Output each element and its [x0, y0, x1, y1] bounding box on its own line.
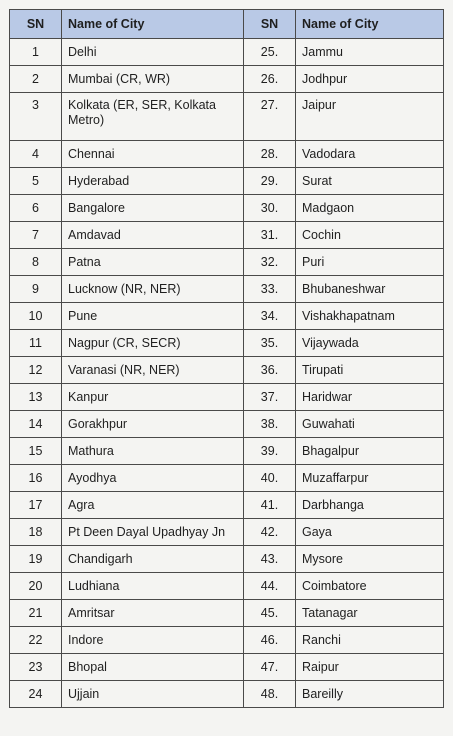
row-sn-left: 13: [10, 384, 62, 411]
row-sn-right: 28.: [244, 141, 296, 168]
row-sn-left: 24: [10, 681, 62, 708]
row-sn-left: 8: [10, 249, 62, 276]
row-city-right: Gaya: [296, 519, 444, 546]
table-row: [10, 93, 444, 141]
row-sn-right: 33.: [244, 276, 296, 303]
row-city-right: Raipur: [296, 654, 444, 681]
header-sn-right: SN: [244, 10, 296, 39]
row-city-left: Mathura: [62, 438, 244, 465]
row-city-left: Pt Deen Dayal Upadhyay Jn: [62, 519, 244, 546]
table-row: [10, 39, 444, 66]
table-row: [10, 438, 444, 465]
row-sn-left: 3: [10, 93, 62, 141]
table-row: [10, 654, 444, 681]
row-sn-left: 7: [10, 222, 62, 249]
row-city-right: Vishakhapatnam: [296, 303, 444, 330]
table-row: [10, 411, 444, 438]
row-sn-left: 17: [10, 492, 62, 519]
row-city-right: Bhubaneshwar: [296, 276, 444, 303]
table-row: [10, 276, 444, 303]
row-city-left: Chandigarh: [62, 546, 244, 573]
row-sn-left: 19: [10, 546, 62, 573]
table-row: [10, 384, 444, 411]
table-row: [10, 357, 444, 384]
row-sn-left: 22: [10, 627, 62, 654]
table-row: [10, 222, 444, 249]
row-city-left: Amritsar: [62, 600, 244, 627]
row-sn-left: 5: [10, 168, 62, 195]
row-sn-right: 34.: [244, 303, 296, 330]
row-sn-right: 35.: [244, 330, 296, 357]
row-city-left: Bhopal: [62, 654, 244, 681]
row-city-right: Jammu: [296, 39, 444, 66]
row-city-left: Gorakhpur: [62, 411, 244, 438]
row-sn-right: 47.: [244, 654, 296, 681]
row-city-left: Kanpur: [62, 384, 244, 411]
row-sn-right: 43.: [244, 546, 296, 573]
row-sn-right: 26.: [244, 66, 296, 93]
row-sn-left: 15: [10, 438, 62, 465]
table-row: [10, 249, 444, 276]
header-city-left: Name of City: [62, 10, 244, 39]
table-row: [10, 492, 444, 519]
table-row: [10, 330, 444, 357]
row-city-right: Darbhanga: [296, 492, 444, 519]
row-city-left: Nagpur (CR, SECR): [62, 330, 244, 357]
row-sn-right: 42.: [244, 519, 296, 546]
row-sn-left: 12: [10, 357, 62, 384]
row-sn-left: 23: [10, 654, 62, 681]
row-city-right: Guwahati: [296, 411, 444, 438]
row-city-left: Kolkata (ER, SER, Kolkata Metro): [62, 93, 244, 141]
row-city-left: Pune: [62, 303, 244, 330]
row-sn-right: 32.: [244, 249, 296, 276]
table-body: [10, 39, 444, 708]
city-table: [9, 9, 444, 708]
row-city-left: Bangalore: [62, 195, 244, 222]
row-sn-left: 20: [10, 573, 62, 600]
row-sn-right: 27.: [244, 93, 296, 141]
row-sn-right: 45.: [244, 600, 296, 627]
row-city-left: Ludhiana: [62, 573, 244, 600]
row-city-right: Mysore: [296, 546, 444, 573]
row-city-right: Bhagalpur: [296, 438, 444, 465]
table-row: [10, 546, 444, 573]
row-city-right: Vadodara: [296, 141, 444, 168]
row-sn-left: 14: [10, 411, 62, 438]
table-row: [10, 681, 444, 708]
row-city-right: Ranchi: [296, 627, 444, 654]
row-sn-right: 44.: [244, 573, 296, 600]
row-sn-right: 37.: [244, 384, 296, 411]
row-sn-left: 2: [10, 66, 62, 93]
table-header: [10, 10, 444, 39]
table-row: [10, 66, 444, 93]
row-sn-right: 38.: [244, 411, 296, 438]
row-city-left: Chennai: [62, 141, 244, 168]
row-sn-right: 31.: [244, 222, 296, 249]
row-city-right: Bareilly: [296, 681, 444, 708]
row-city-left: Indore: [62, 627, 244, 654]
row-sn-right: 29.: [244, 168, 296, 195]
table-row: [10, 600, 444, 627]
row-city-right: Vijaywada: [296, 330, 444, 357]
row-sn-right: 40.: [244, 465, 296, 492]
row-sn-left: 1: [10, 39, 62, 66]
row-city-left: Ayodhya: [62, 465, 244, 492]
row-city-left: Agra: [62, 492, 244, 519]
row-city-right: Jodhpur: [296, 66, 444, 93]
row-sn-left: 6: [10, 195, 62, 222]
row-city-right: Surat: [296, 168, 444, 195]
row-sn-right: 48.: [244, 681, 296, 708]
table-row: [10, 168, 444, 195]
row-city-right: Madgaon: [296, 195, 444, 222]
row-city-right: Cochin: [296, 222, 444, 249]
row-sn-left: 21: [10, 600, 62, 627]
row-city-right: Muzaffarpur: [296, 465, 444, 492]
row-city-left: Ujjain: [62, 681, 244, 708]
table-row: [10, 141, 444, 168]
row-city-left: Lucknow (NR, NER): [62, 276, 244, 303]
table-row: [10, 195, 444, 222]
row-sn-left: 11: [10, 330, 62, 357]
row-sn-left: 9: [10, 276, 62, 303]
row-city-right: Jaipur: [296, 93, 444, 141]
row-city-left: Amdavad: [62, 222, 244, 249]
row-sn-right: 39.: [244, 438, 296, 465]
table-row: [10, 573, 444, 600]
row-city-left: Hyderabad: [62, 168, 244, 195]
row-city-right: Coimbatore: [296, 573, 444, 600]
table-row: [10, 303, 444, 330]
row-sn-right: 30.: [244, 195, 296, 222]
row-sn-left: 18: [10, 519, 62, 546]
row-city-right: Puri: [296, 249, 444, 276]
row-city-left: Mumbai (CR, WR): [62, 66, 244, 93]
table-row: [10, 627, 444, 654]
row-sn-right: 25.: [244, 39, 296, 66]
row-city-left: Varanasi (NR, NER): [62, 357, 244, 384]
row-sn-right: 36.: [244, 357, 296, 384]
header-city-right: Name of City: [296, 10, 444, 39]
row-city-right: Haridwar: [296, 384, 444, 411]
row-sn-left: 4: [10, 141, 62, 168]
row-sn-left: 10: [10, 303, 62, 330]
row-city-left: Delhi: [62, 39, 244, 66]
row-city-right: Tirupati: [296, 357, 444, 384]
header-sn-left: SN: [10, 10, 62, 39]
row-sn-right: 41.: [244, 492, 296, 519]
header-row: [10, 10, 444, 39]
row-sn-right: 46.: [244, 627, 296, 654]
table-row: [10, 465, 444, 492]
row-city-right: Tatanagar: [296, 600, 444, 627]
row-city-left: Patna: [62, 249, 244, 276]
row-sn-left: 16: [10, 465, 62, 492]
table-row: [10, 519, 444, 546]
